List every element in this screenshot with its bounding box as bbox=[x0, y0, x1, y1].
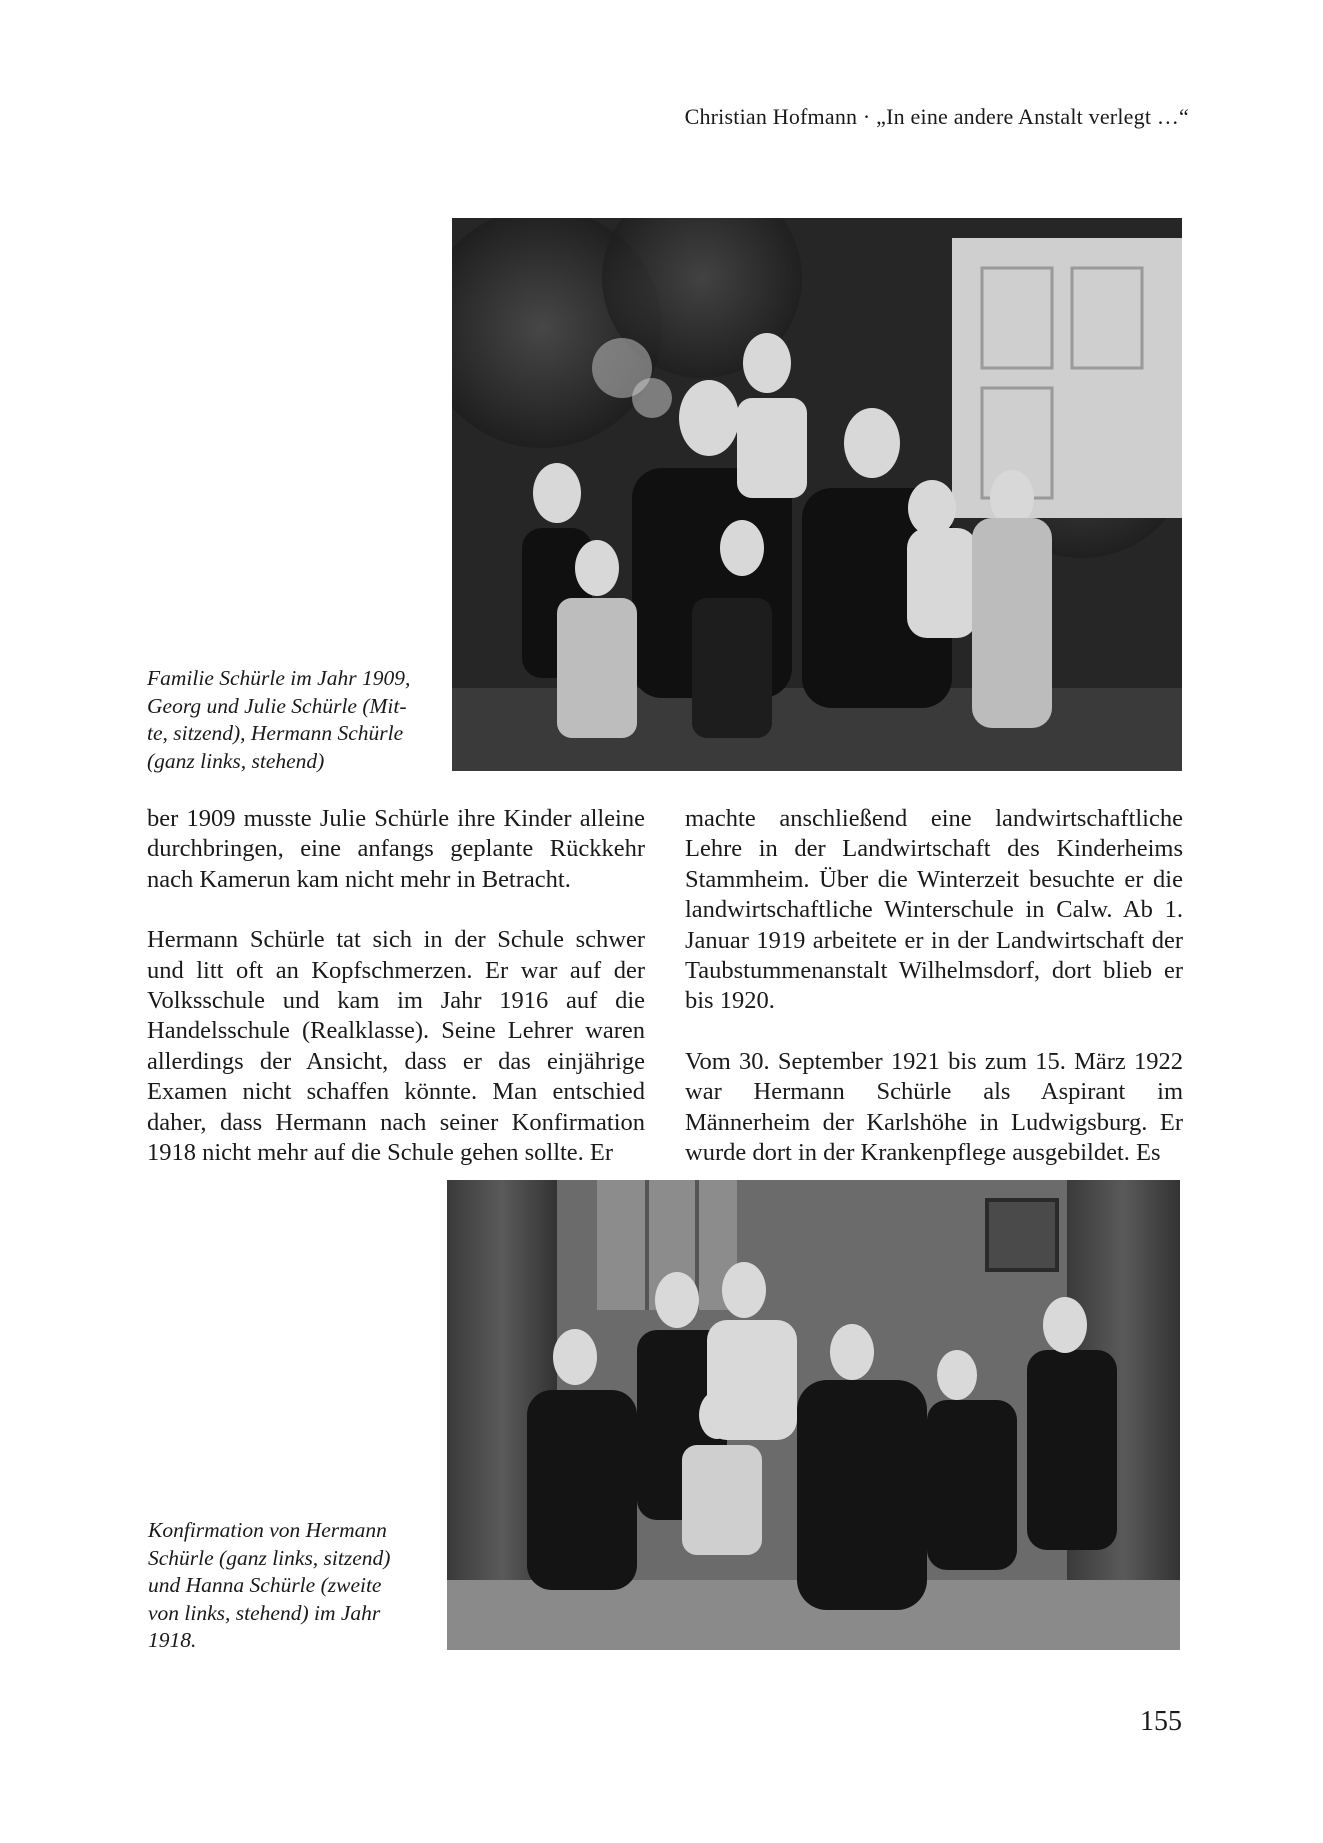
page-number: 155 bbox=[1140, 1706, 1182, 1737]
figure-1-caption bbox=[147, 665, 427, 775]
family-photo-1909 bbox=[452, 218, 1182, 771]
body-paragraph: Vom 30. September 1921 bis zum 15. März 1922 war Hermann Schürle als Aspirant im Männerheim der Karlshöhe in Ludwigsburg. Er wurde dort in der Krankenpflege ausgebildet. Es bbox=[685, 1047, 1183, 1167]
body-paragraph: machte anschließend eine landwirtschaftliche Lehre in der Landwirtschaft des Kinderheims Stammheim. Über die Winterzeit besuchte er die landwirtschaftliche Winterschule in Calw. Ab 1. Januar 1919 arbeitete er in der Landwirtschaft der Taubstummenanstalt Wilhelmsdorf, dort blieb er bis 1920. bbox=[685, 805, 1183, 1015]
confirmation-photo-1918 bbox=[447, 1180, 1180, 1650]
caption-line: te, sitzend), Hermann Schürle bbox=[147, 721, 404, 745]
caption-line: von links, stehend) im Jahr bbox=[148, 1600, 381, 1625]
caption-line: 1918. bbox=[148, 1628, 197, 1652]
caption-line: (ganz links, stehend) bbox=[147, 748, 325, 773]
figure-2-caption bbox=[148, 1517, 428, 1655]
caption-line: Konfirmation von Hermann bbox=[148, 1518, 387, 1542]
running-head: Christian Hofmann · „In eine andere Anstalt verlegt …“ bbox=[684, 104, 1189, 129]
caption-line: und Hanna Schürle (zweite bbox=[148, 1573, 382, 1597]
caption-line: Schürle (ganz links, sitzend) bbox=[148, 1545, 391, 1570]
body-paragraph: Hermann Schürle tat sich in der Schule schwer und litt oft an Kopfschmerzen. Er war auf der Volksschule und kam im Jahr 1916 auf die Handelsschule (Realklasse). Seine Lehrer waren allerdings der Ansicht, dass er das einjährige Examen nicht schaffen könnte. Man entschied daher, dass Hermann nach seiner Konfirmation 1918 nicht mehr auf die Schule gehen sollte. Er bbox=[147, 926, 645, 1167]
caption-line: Georg und Julie Schürle (Mit- bbox=[147, 693, 407, 718]
caption-line: Familie Schürle im Jahr 1909, bbox=[147, 666, 411, 690]
body-column-left bbox=[147, 804, 645, 1168]
body-column-right bbox=[685, 804, 1183, 1168]
body-paragraph: ber 1909 musste Julie Schürle ihre Kinder alleine durchbringen, eine anfangs geplante Rückkehr nach Kamerun kam nicht mehr in Betracht. bbox=[147, 805, 645, 893]
